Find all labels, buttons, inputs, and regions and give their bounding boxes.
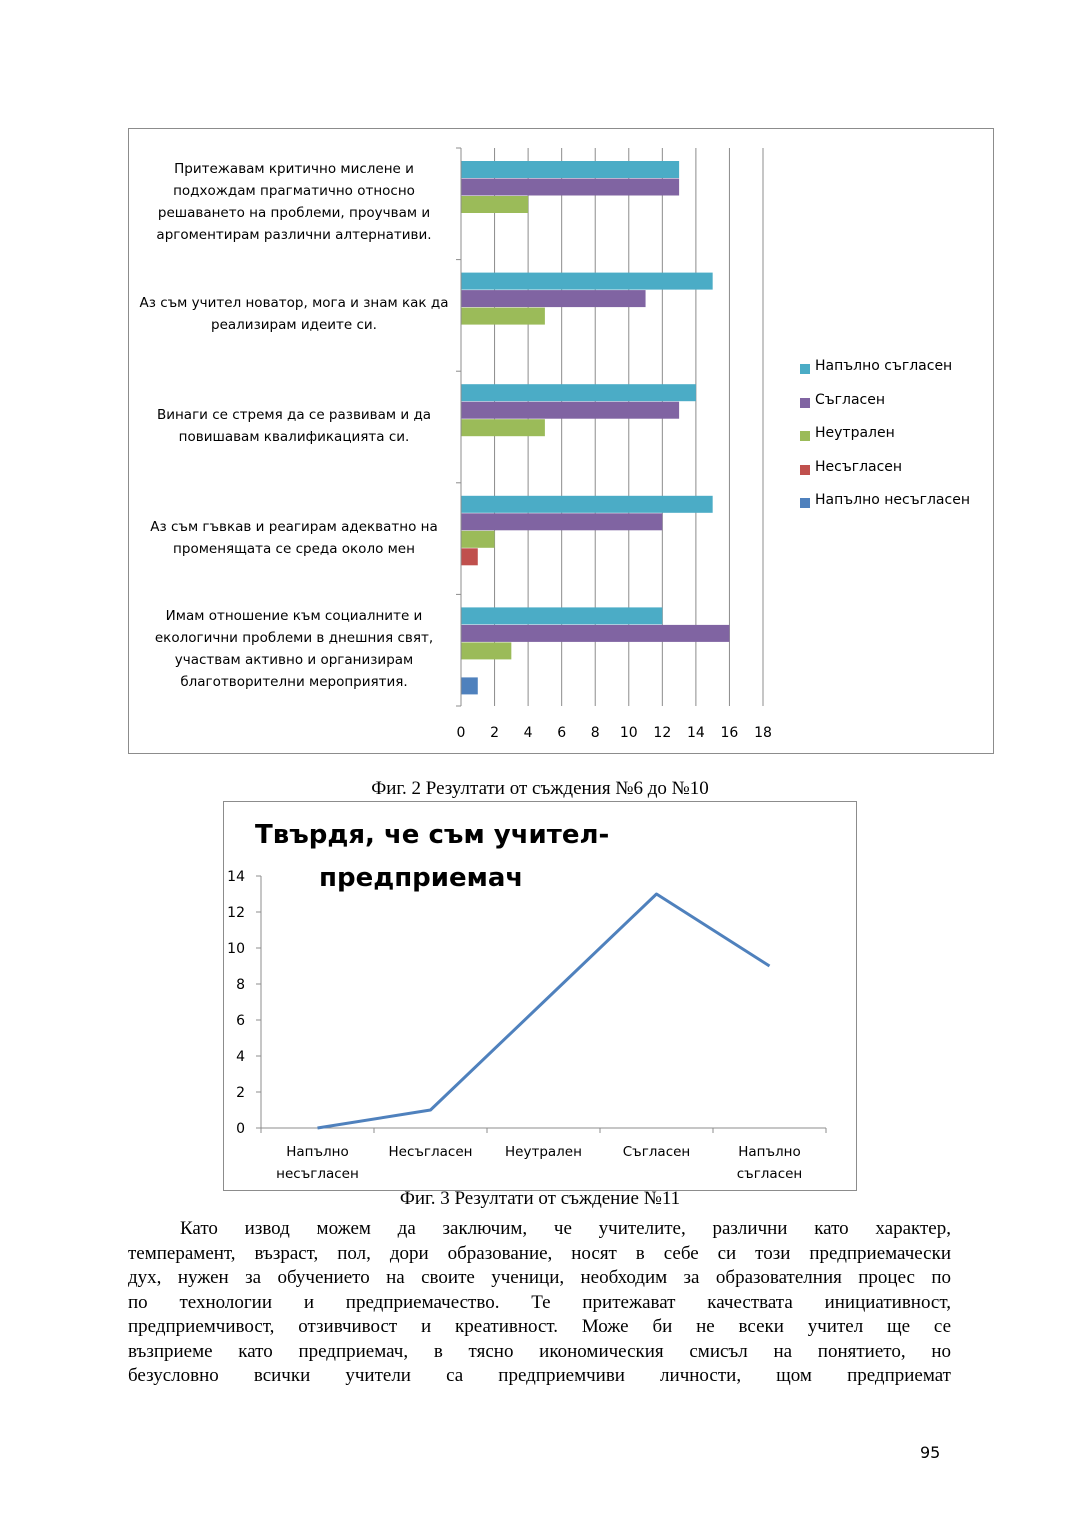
category-label: Аз съм гъвкав и реагирам адекватно на променящата се среда около мен [150,519,438,557]
legend-swatch [800,398,810,408]
figure-2-caption: Фиг. 2 Резултати от съждения №6 до №10 [371,778,709,799]
figure-3-caption: Фиг. 3 Резултати от съждение №11 [399,1188,681,1209]
bar [461,607,662,624]
x-category-label-line: Напълно [738,1144,801,1160]
body-line: по технологии и предприемачество. Те притежават качествата инициативност, [128,1291,951,1313]
bar [461,402,679,419]
legend-swatch [800,431,810,441]
x-tick-label: 10 [619,725,638,741]
x-tick-label: 4 [523,725,533,741]
body-line: предприемчивост, отзивчивост и креативност. Може би не всеки учител ще се [128,1316,951,1337]
legend-label: Съгласен [815,391,886,408]
x-category-label-line: несъгласен [276,1166,359,1182]
y-tick-label: 14 [227,869,245,885]
bar [461,290,646,307]
bar [461,548,478,565]
x-tick-label: 2 [490,725,500,741]
figure-3-title-line2: предприемач [319,863,524,893]
y-tick-label: 0 [236,1121,245,1137]
legend-item [800,492,970,526]
legend-item [800,425,970,459]
bar [461,496,713,513]
bar [461,273,713,290]
x-tick-label: 18 [754,725,772,741]
x-tick-label: 0 [456,725,466,741]
x-category-label [715,1141,825,1185]
legend-label: Несъгласен [815,458,903,475]
x-category-label-line: съгласен [736,1166,803,1182]
body-line: Като извод можем да заключим, че учителите, различни като характер, [180,1218,951,1239]
bar [461,179,679,196]
figure-2-legend [800,358,970,526]
page-number: 95 [920,1443,941,1462]
y-tick-label: 12 [227,905,245,921]
bar [461,384,696,401]
x-category-label-line: Неутрален [505,1144,582,1160]
body-line: безусловно всички учители са предприемчиви личности, щом предприемат [128,1365,951,1386]
category-label: Аз съм учител новатор, мога и знам как да реализирам идеите си. [139,295,449,333]
x-tick-label: 6 [557,725,567,741]
legend-item [800,358,970,392]
x-category-label-line: Напълно [286,1144,349,1160]
x-category-label [489,1141,599,1163]
category-label: Винаги се стремя да се развивам и да повишавам квалификацията си. [156,407,432,445]
y-tick-label: 10 [227,941,245,957]
body-line: дух, нужен за обучението на своите ученици, необходим за образователния процес по [128,1267,951,1288]
x-category-label-line: Съгласен [622,1144,691,1160]
bar [461,513,662,530]
legend-swatch [800,498,810,508]
bar [461,625,729,642]
x-tick-label: 14 [686,725,705,741]
legend-label: Напълно съгласен [815,358,953,374]
legend-item [800,459,970,493]
body-paragraph [128,1217,951,1389]
y-tick-label: 6 [236,1013,245,1029]
y-tick-label: 2 [236,1085,245,1101]
bar [461,677,478,694]
bar [461,419,545,436]
category-label: Имам отношение към социалните и екологични проблеми в днешния свят, участвам активно и организирам благотворителни мероприятия. [154,608,434,690]
y-tick-label: 4 [236,1049,245,1065]
x-category-label [602,1141,712,1163]
legend-item [800,392,970,426]
x-tick-label: 12 [653,725,672,741]
bar [461,196,528,213]
legend-label: Напълно несъгласен [815,492,970,508]
bar [461,531,495,548]
bar [461,161,679,178]
body-line: темперамент, възраст, пол, дори образование, носят в себе си този предприемачески [128,1242,951,1264]
bar [461,308,545,325]
y-tick-label: 8 [236,977,245,993]
x-tick-label: 8 [590,725,600,741]
x-category-label [376,1141,486,1163]
x-category-label [263,1141,373,1185]
body-line: възприеме като предприемач, в тясно икономическия смисъл на понятието, но [128,1340,951,1362]
category-label: Притежавам критично мислене и подхождам прагматично относно решаването на проблеми, проучвам и аргоментирам различни алтернативи. [156,161,432,243]
x-category-label-line: Несъгласен [388,1144,473,1160]
legend-label: Неутрален [815,425,895,441]
x-tick-label: 16 [720,725,739,741]
legend-swatch [800,465,810,475]
figure-3-title-line1: Твърдя, че съм учител- [255,820,610,850]
bar [461,642,511,659]
legend-swatch [800,364,810,374]
